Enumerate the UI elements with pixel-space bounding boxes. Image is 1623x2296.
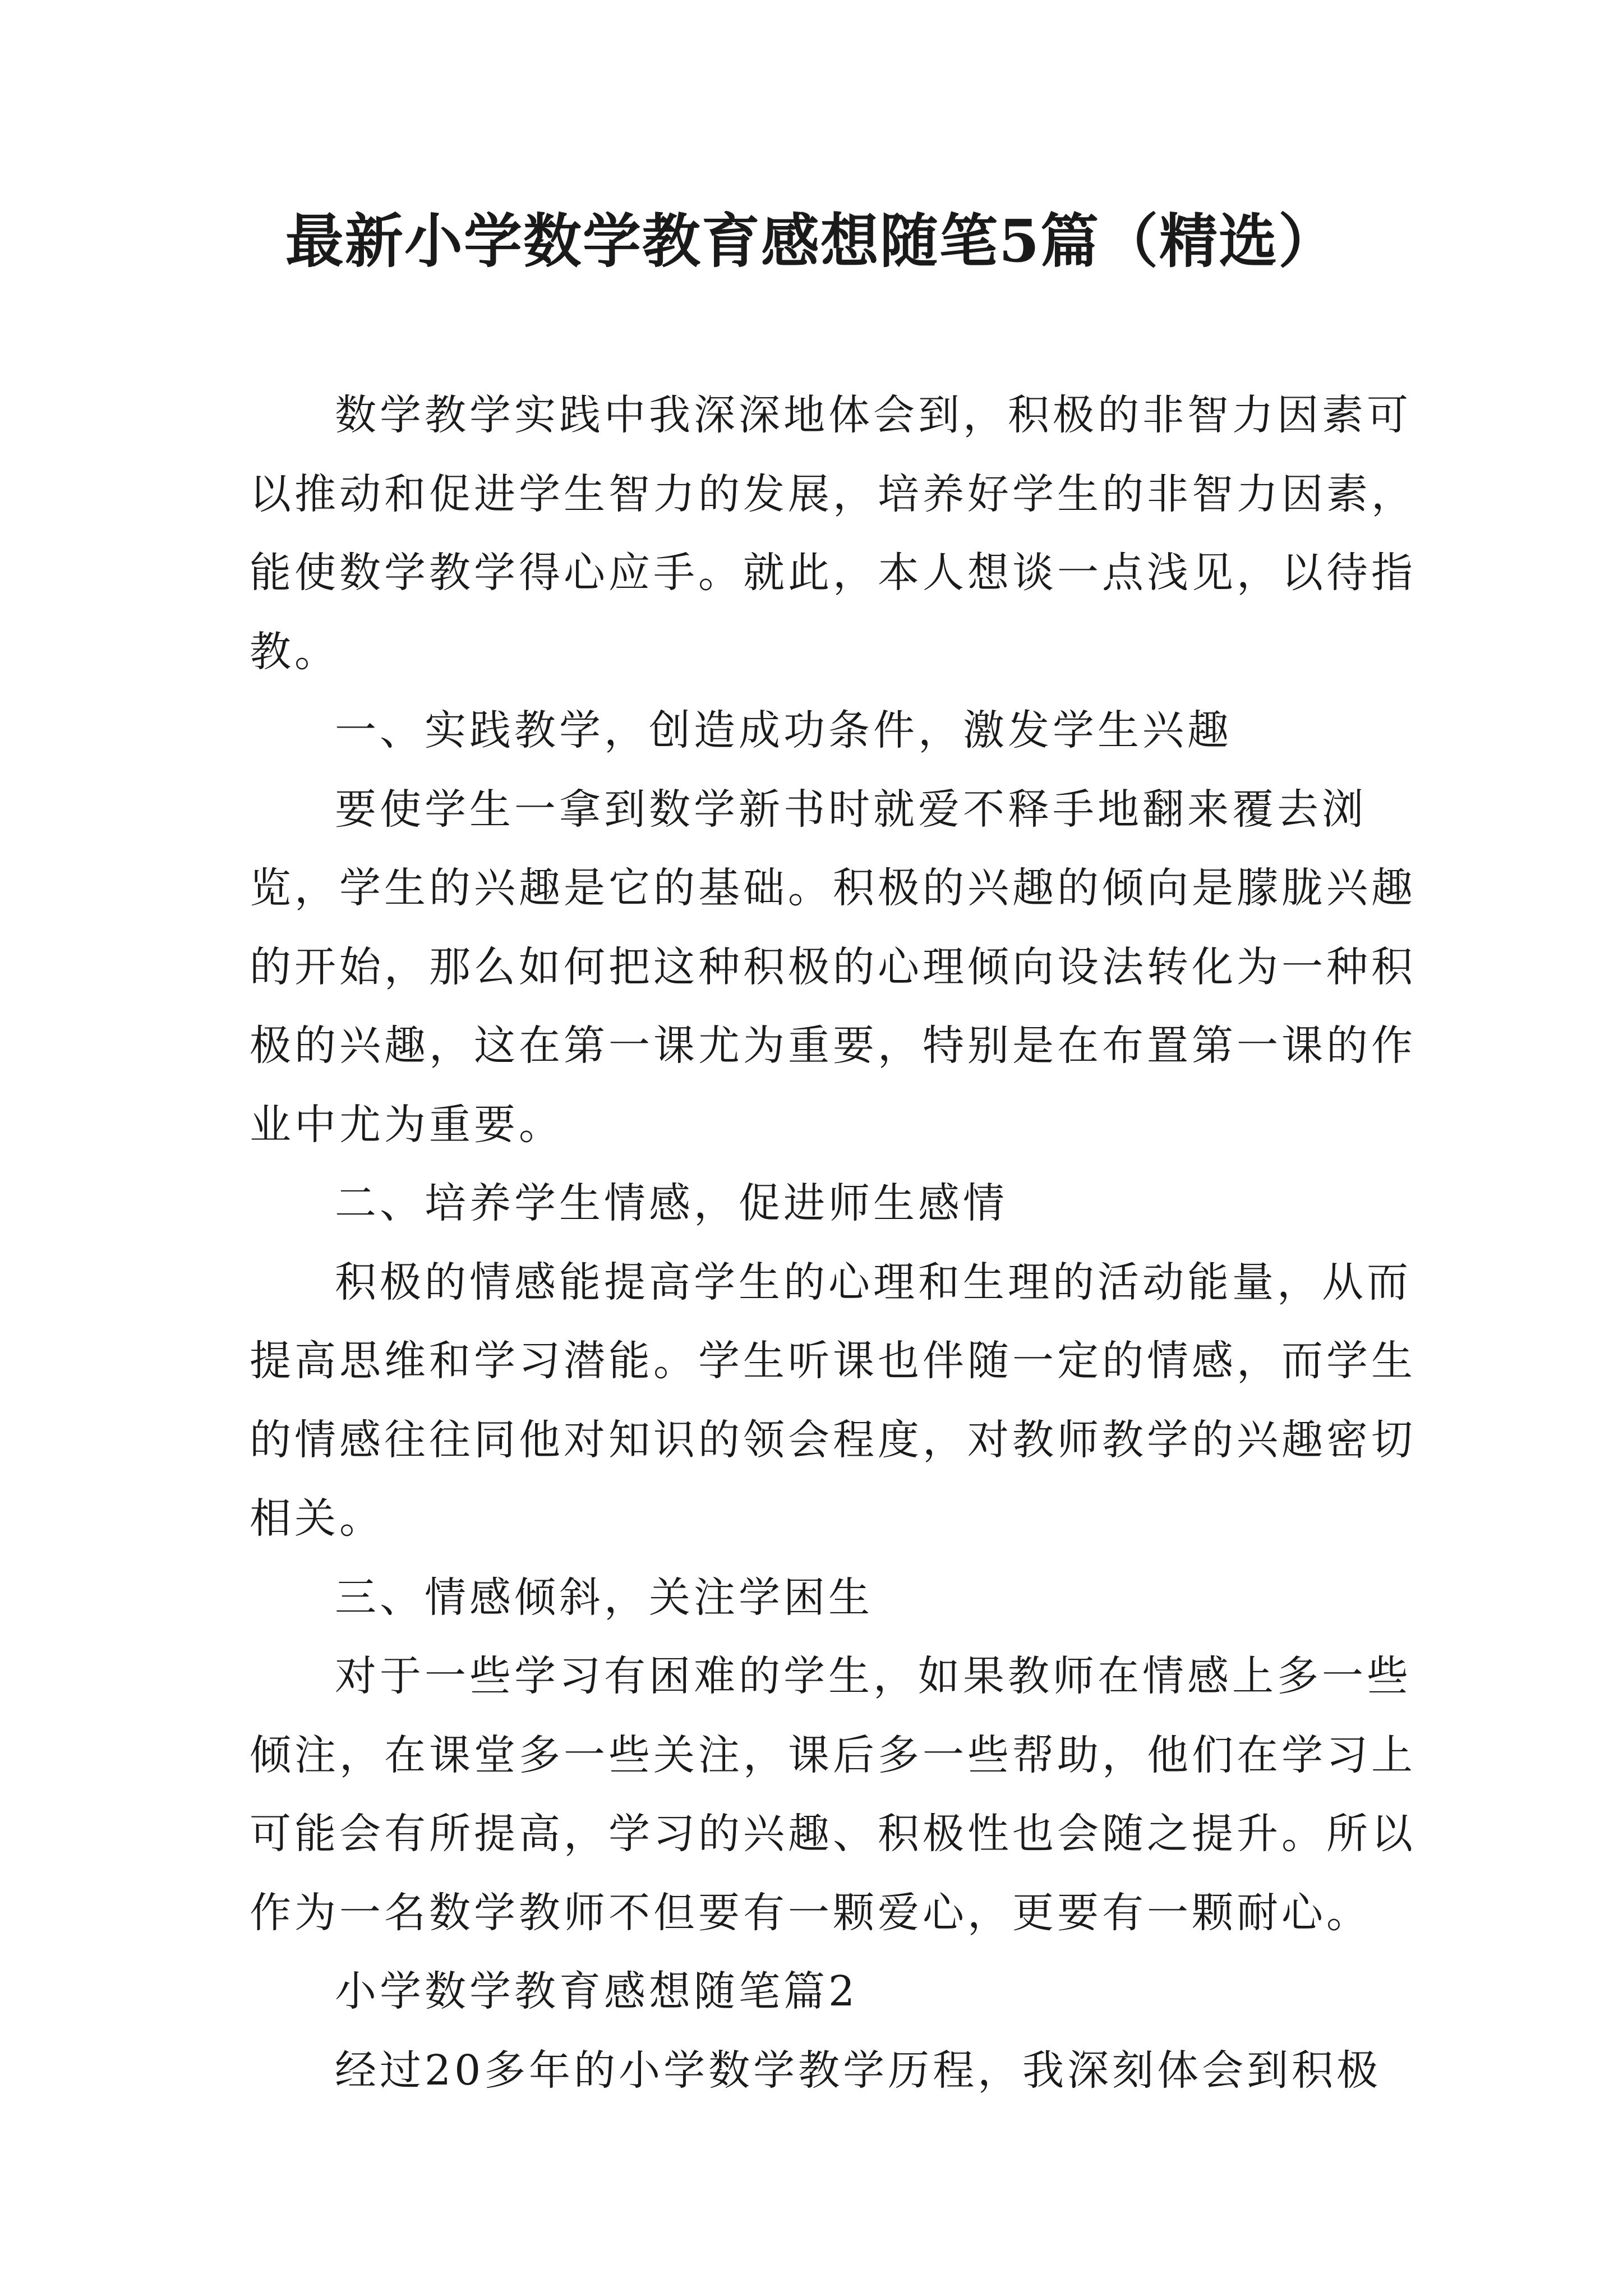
text-line: 览，学生的兴趣是它的基础。积极的兴趣的倾向是朦胧兴趣: [250, 864, 1416, 912]
section-heading: 一、实践教学，创造成功条件，激发学生兴趣: [335, 706, 1232, 754]
text-line: 极的兴趣，这在第一课尤为重要，特别是在布置第一课的作: [250, 1022, 1416, 1070]
section-heading: 三、情感倾斜，关注学困生: [335, 1573, 873, 1622]
text-line: 能使数学教学得心应手。就此，本人想谈一点浅见，以待指: [250, 549, 1416, 597]
text-line: 要使学生一拿到数学新书时就爱不释手地翻来覆去浏: [335, 785, 1367, 834]
text-line: 相关。: [250, 1494, 384, 1543]
text-line: 数学教学实践中我深深地体会到，积极的非智力因素可: [335, 391, 1412, 439]
text-line: 经过20多年的小学数学教学历程，我深刻体会到积极: [335, 2046, 1382, 2095]
text-line: 作为一名数学教师不但要有一颗爱心，更要有一颗耐心。: [250, 1888, 1371, 1937]
section-heading: 小学数学教育感想随笔篇2: [335, 1967, 859, 2016]
text-line: 提高思维和学习潜能。学生听课也伴随一定的情感，而学生: [250, 1337, 1416, 1385]
document-title: 最新小学数学教育感想随笔5篇（精选）: [285, 206, 1338, 275]
text-line: 的情感往往同他对知识的领会程度，对教师教学的兴趣密切: [250, 1415, 1416, 1464]
text-line: 倾注，在课堂多一些关注，课后多一些帮助，他们在学习上: [250, 1731, 1416, 1779]
text-line: 可能会有所提高，学习的兴趣、积极性也会随之提升。所以: [250, 1810, 1416, 1858]
text-line: 的开始，那么如何把这种积极的心理倾向设法转化为一种积: [250, 942, 1416, 991]
text-line: 积极的情感能提高学生的心理和生理的活动能量，从而: [335, 1258, 1412, 1306]
text-line: 以推动和促进学生智力的发展，培养好学生的非智力因素，: [250, 470, 1416, 518]
text-line: 业中尤为重要。: [250, 1100, 564, 1149]
text-line: 对于一些学习有困难的学生，如果教师在情感上多一些: [335, 1652, 1412, 1700]
text-line: 教。: [250, 627, 339, 676]
document-body: [250, 376, 1416, 2110]
section-heading: 二、培养学生情感，促进师生感情: [335, 1179, 1008, 1227]
